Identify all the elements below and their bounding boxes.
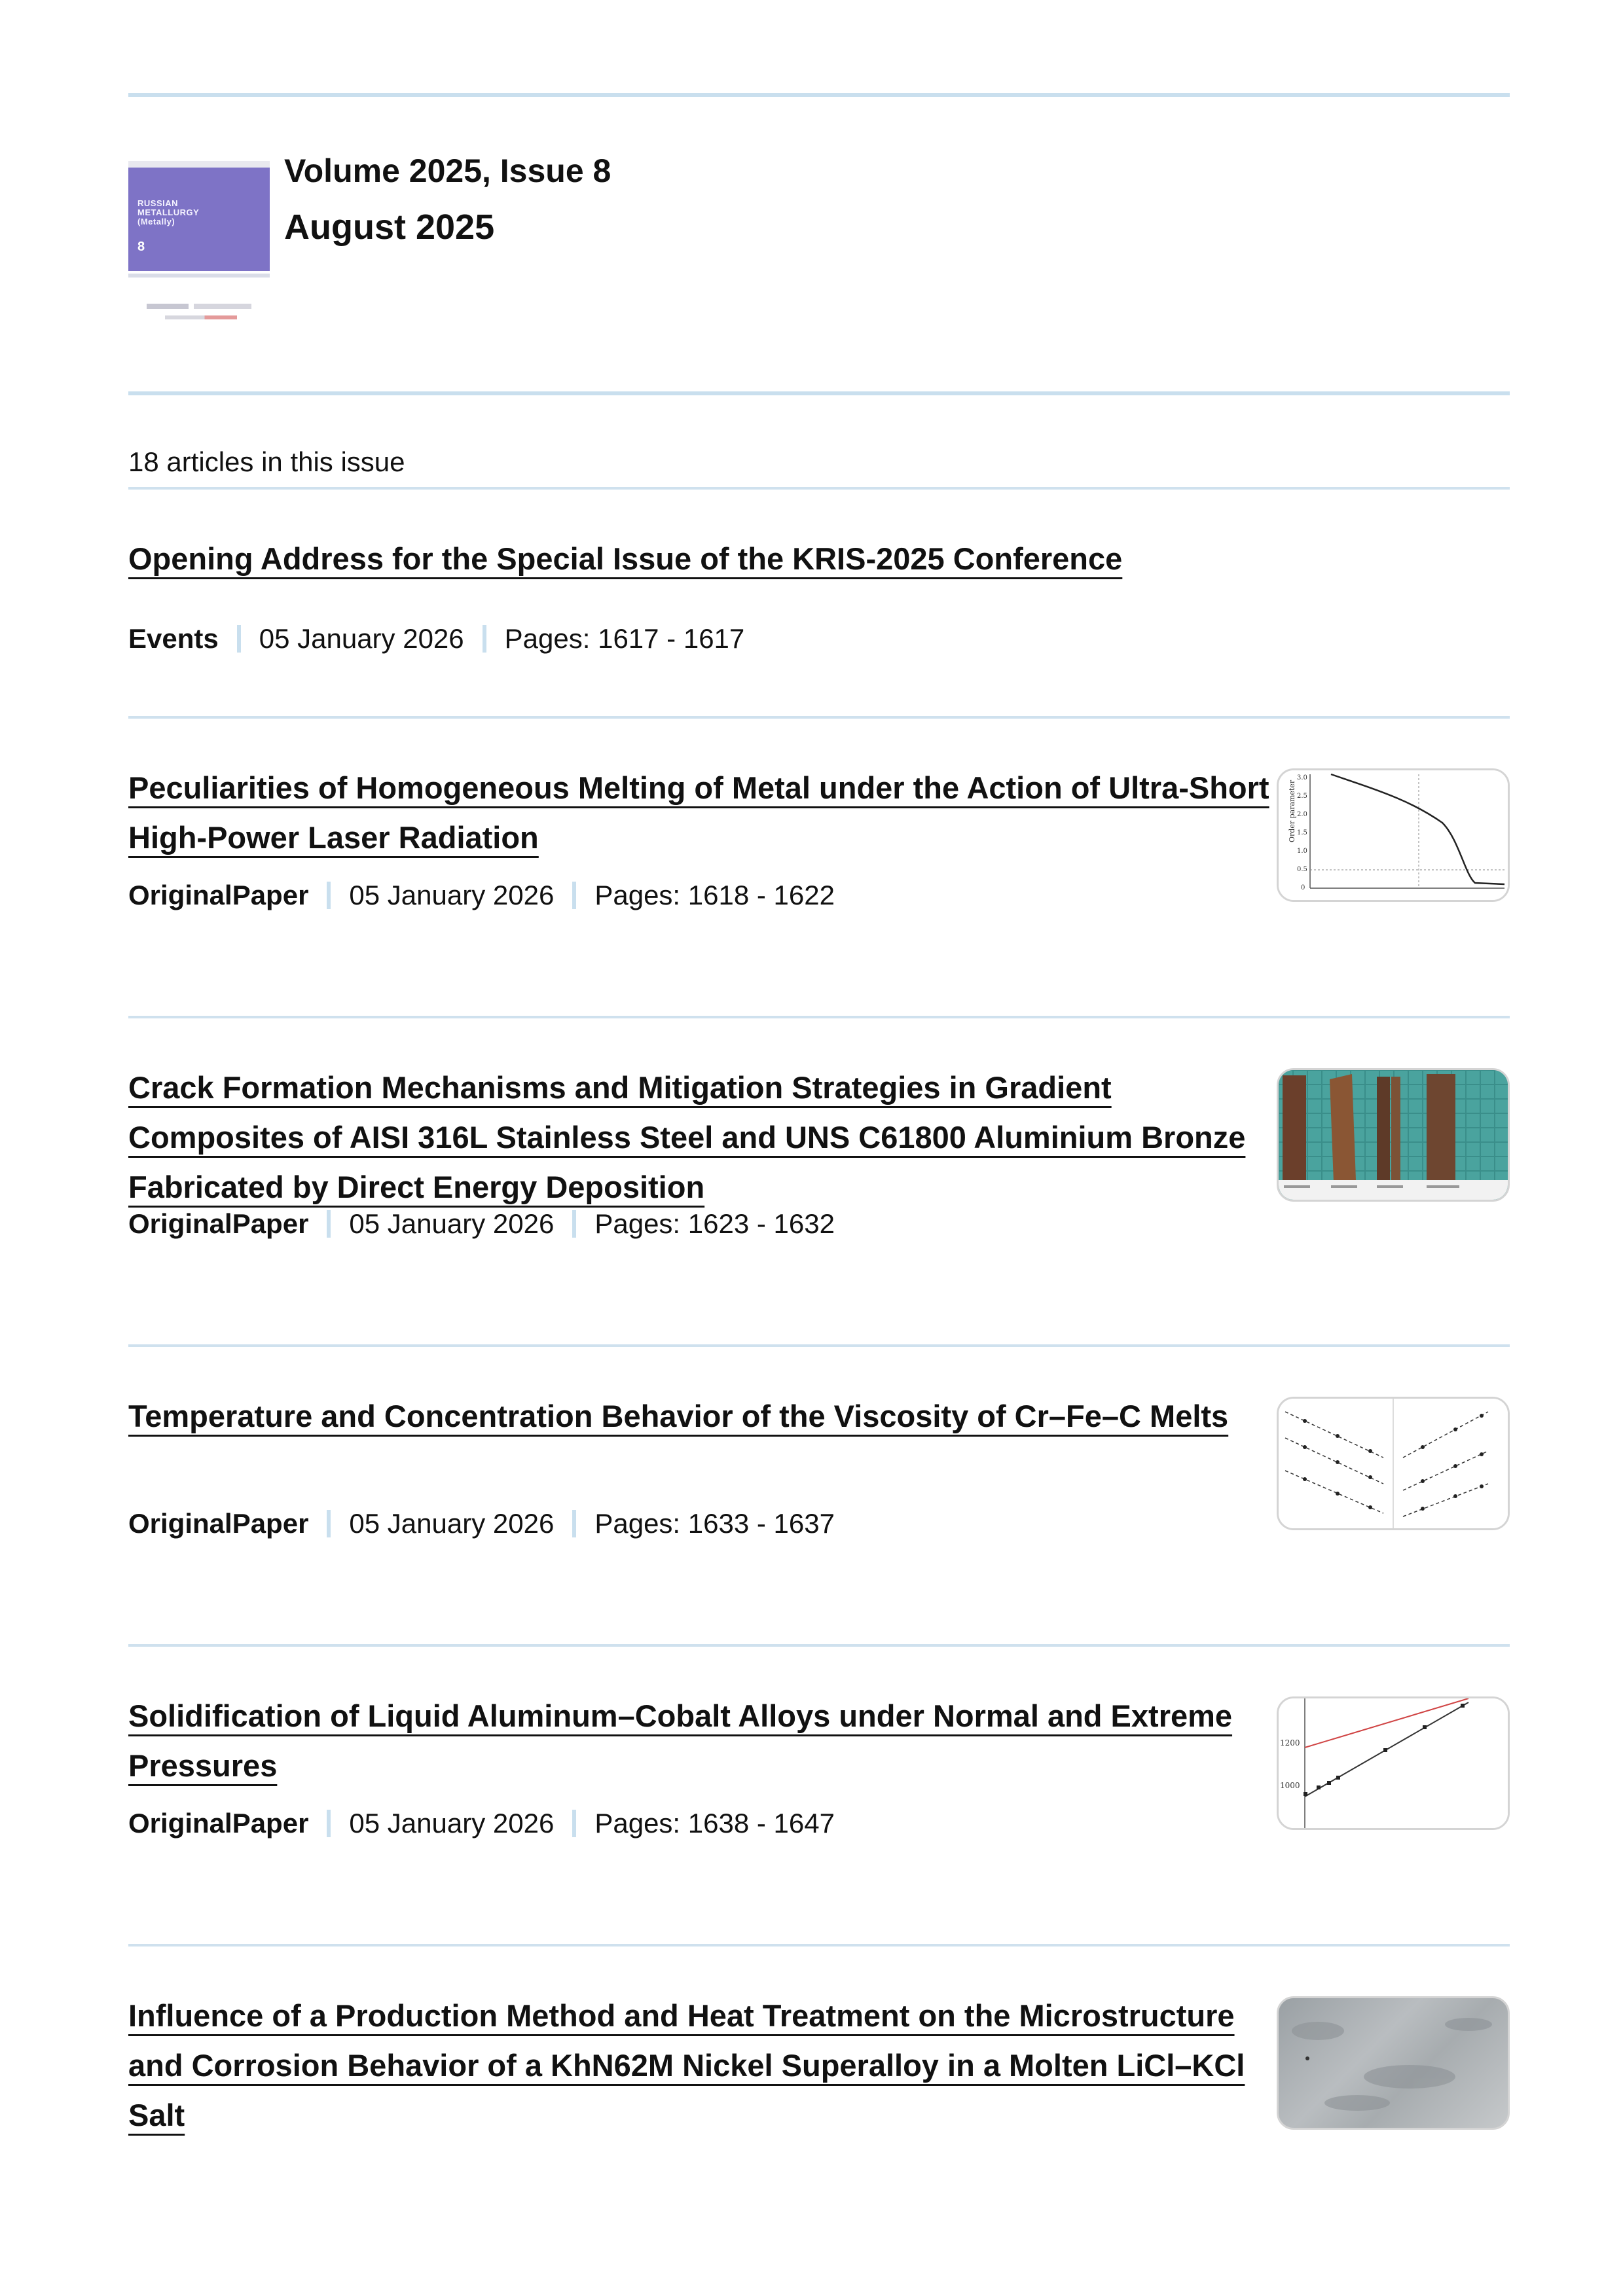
sample-photo-thumbnail[interactable] xyxy=(1277,1068,1510,1202)
article-title-link[interactable]: Solidification of Liquid Aluminum–Cobalt Alloys under Normal and Extreme Pressures xyxy=(128,1698,1233,1783)
article-type: OriginalPaper xyxy=(128,1208,309,1239)
article-meta xyxy=(128,1508,835,1539)
meta-separator xyxy=(572,882,576,909)
publisher-sublogo-icon xyxy=(165,315,237,319)
microstructure-photo-thumbnail[interactable] xyxy=(1277,1996,1510,2130)
article-meta xyxy=(128,1208,835,1240)
publisher-logo-icon xyxy=(147,304,251,309)
cover-panel xyxy=(128,161,270,271)
meta-separator xyxy=(237,625,241,653)
article-title-link[interactable]: Opening Address for the Special Issue of the KRIS-2025 Conference xyxy=(128,541,1123,576)
issue-volume: Volume 2025, Issue 8 xyxy=(284,152,611,189)
meta-separator xyxy=(327,1210,331,1238)
article-pages: Pages: 1638 - 1647 xyxy=(594,1808,835,1839)
article-pages: Pages: 1617 - 1617 xyxy=(504,623,745,654)
article-title-link[interactable]: Crack Formation Mechanisms and Mitigation Strategies in Gradient Composites of AISI 316L Stainless Steel and UNS C61800 Aluminium Bronze Fabricated by Direct Energy Deposition xyxy=(128,1070,1246,1204)
article-title-link[interactable]: Influence of a Production Method and Heat Treatment on the Microstructure and Corrosion Behavior of a KhN62M Nickel Superalloy in a Molten LiCl–KCl Salt xyxy=(128,1998,1245,2132)
plot-y-label: Order parameter xyxy=(1288,780,1296,842)
article-meta xyxy=(128,880,835,911)
article-title-link[interactable]: Temperature and Concentration Behavior of the Viscosity of Cr–Fe–C Melts xyxy=(128,1399,1229,1433)
microstructure-photo xyxy=(1279,1998,1508,2128)
article-date: 05 January 2026 xyxy=(349,1808,555,1839)
order-parameter-plot xyxy=(1279,770,1508,900)
sample-photo xyxy=(1279,1070,1508,1200)
article-meta xyxy=(128,1808,835,1839)
viscosity-plots xyxy=(1279,1399,1508,1528)
temperature-plot xyxy=(1279,1698,1508,1828)
article-item xyxy=(128,1946,1510,2169)
plot-y-tick: 1.0 xyxy=(1297,848,1307,855)
meta-separator xyxy=(327,1810,331,1837)
meta-separator xyxy=(327,882,331,909)
article-pages: Pages: 1618 - 1622 xyxy=(594,880,835,910)
plot-y-tick: 0.5 xyxy=(1297,866,1307,873)
cover-strip xyxy=(128,274,270,278)
article-item xyxy=(128,719,1510,1016)
article-date: 05 January 2026 xyxy=(349,1508,555,1539)
article-type: OriginalPaper xyxy=(128,880,309,910)
article-pages: Pages: 1633 - 1637 xyxy=(594,1508,835,1539)
article-date: 05 January 2026 xyxy=(349,880,555,910)
article-date: 05 January 2026 xyxy=(349,1208,555,1239)
order-parameter-plot-thumbnail[interactable] xyxy=(1277,768,1510,902)
meta-separator xyxy=(483,625,486,653)
plot-y-tick: 1.5 xyxy=(1297,829,1307,836)
plot-y-tick: 2.5 xyxy=(1297,793,1307,800)
cover-issue-number: 8 xyxy=(137,240,145,254)
plot-y-tick: 3.0 xyxy=(1297,774,1307,781)
issue-header xyxy=(128,97,1510,391)
article-title-link[interactable]: Peculiarities of Homogeneous Melting of Metal under the Action of Ultra-Short High-Power Laser Radiation xyxy=(128,770,1269,855)
viscosity-plots-thumbnail[interactable] xyxy=(1277,1397,1510,1530)
cover-title: RUSSIAN METALLURGY (Metally) xyxy=(137,198,200,226)
article-type: Events xyxy=(128,623,219,654)
meta-separator xyxy=(572,1510,576,1537)
plot-y-tick: 0 xyxy=(1301,884,1305,891)
article-item xyxy=(128,1347,1510,1644)
article-type: OriginalPaper xyxy=(128,1508,309,1539)
article-pages: Pages: 1623 - 1632 xyxy=(594,1208,835,1239)
article-date: 05 January 2026 xyxy=(259,623,464,654)
issue-date: August 2025 xyxy=(284,207,495,247)
issue-page xyxy=(128,93,1510,2169)
plot-y-tick: 2.0 xyxy=(1297,811,1307,818)
article-item xyxy=(128,490,1510,716)
meta-separator xyxy=(327,1510,331,1537)
temperature-plot-thumbnail[interactable] xyxy=(1277,1696,1510,1830)
article-meta xyxy=(128,623,744,655)
meta-separator xyxy=(572,1210,576,1238)
article-item xyxy=(128,1647,1510,1944)
journal-cover-image[interactable] xyxy=(128,161,270,325)
article-type: OriginalPaper xyxy=(128,1808,309,1839)
plot-y-tick: 1200 xyxy=(1280,1738,1300,1748)
meta-separator xyxy=(572,1810,576,1837)
article-item xyxy=(128,1018,1510,1344)
plot-y-tick: 1000 xyxy=(1280,1781,1300,1790)
article-count: 18 articles in this issue xyxy=(128,446,405,477)
